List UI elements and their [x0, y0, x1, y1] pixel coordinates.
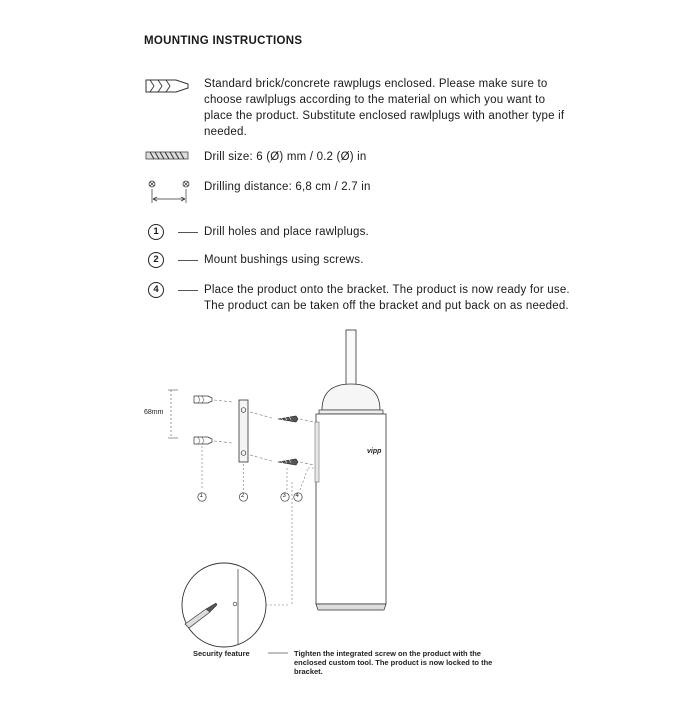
- drill-bit-icon: [144, 149, 196, 169]
- toilet-brush-product: [315, 330, 386, 610]
- step-text: Mount bushings using screws.: [204, 254, 364, 266]
- security-feature-detail: [182, 482, 292, 653]
- bracket-part: [239, 400, 272, 490]
- rawplug-icon: [144, 76, 196, 96]
- mounting-diagram: [140, 322, 560, 700]
- dimension-label: 68mm: [144, 409, 164, 416]
- part-label-3: 3: [282, 493, 286, 499]
- brand-logo: vipp: [367, 448, 382, 455]
- screw-part: [278, 416, 318, 490]
- drilling-distance-icon: [144, 179, 196, 209]
- step-number: 2: [148, 252, 164, 268]
- page-title: MOUNTING INSTRUCTIONS: [144, 35, 303, 47]
- security-feature-note: Tighten the integrated screw on the product with the enclosed custom tool. The product is now locked to the bracket.: [294, 649, 493, 676]
- rawplug-part: [194, 396, 232, 490]
- step-divider: [178, 232, 198, 233]
- step-divider: [178, 290, 198, 291]
- rawplugs-text: Standard brick/concrete rawplugs enclosed. Please make sure to choose rawlplugs according to the material on which you want to place the product. Substitute enclosed rawlplugs with another type if needed.: [204, 78, 565, 138]
- dimension-marker: [168, 390, 178, 438]
- step-number: 1: [148, 224, 164, 240]
- step-number: 4: [148, 282, 164, 298]
- drilling-distance-text: Drilling distance: 6,8 cm / 2.7 in: [204, 181, 371, 193]
- step-text: Place the product onto the bracket. The product is now ready for use. The product can be taken off the bracket and put back on as needed.: [204, 284, 570, 312]
- security-feature-label: Security feature: [193, 649, 250, 658]
- part-labels: [198, 493, 302, 501]
- part-label-1: 1: [199, 493, 203, 499]
- drill-size-text: Drill size: 6 (Ø) mm / 0.2 (Ø) in: [204, 151, 367, 163]
- step-divider: [178, 260, 198, 261]
- mounting-illustration: [140, 322, 560, 700]
- part-label-4: 4: [295, 493, 299, 499]
- step-text: Drill holes and place rawlplugs.: [204, 226, 369, 238]
- part-label-2: 2: [241, 493, 245, 499]
